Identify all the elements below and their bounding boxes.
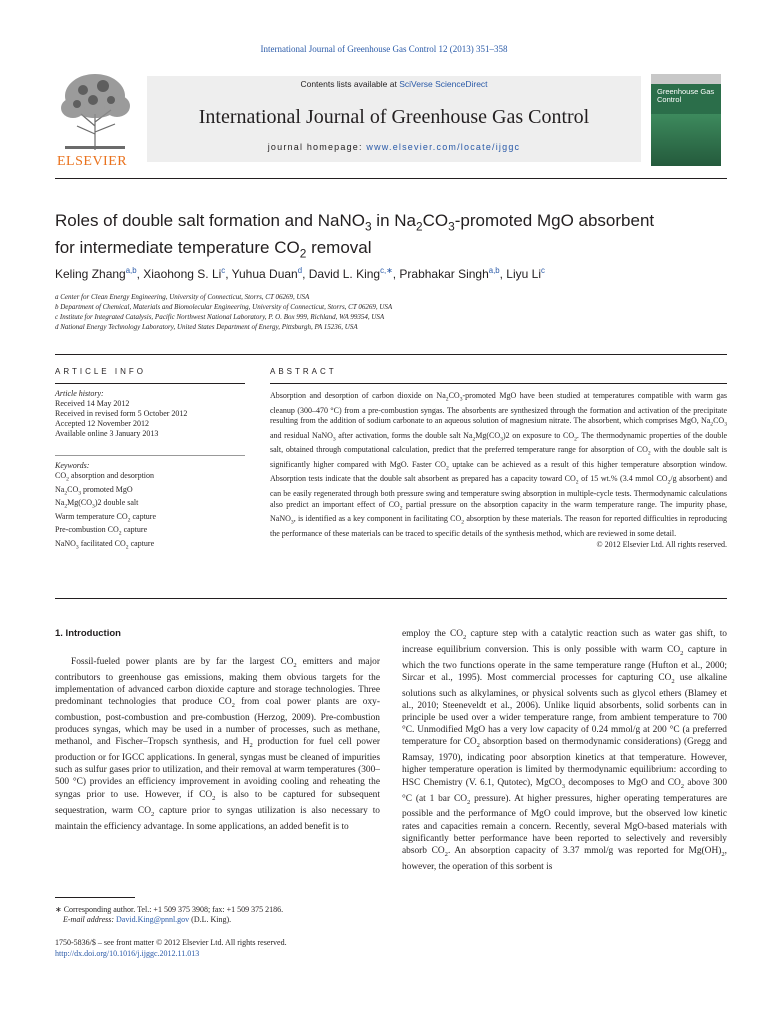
info-rule [55,354,727,355]
keyword: $Na_2Mg(CO_3)2$ double salt [55,498,139,510]
journal-name: International Journal of Greenhouse Gas Control [198,106,590,128]
issn-line: 1750-5836/$ – see front matter © 2012 Elsevier Ltd. All rights reserved. [55,938,287,947]
footnote: ∗ Corresponding author. Tel.: +1 509 375 3908; fax: +1 509 375 2186. E-mail address: David.King@pnnl.gov (D.L. King). [55,905,380,925]
article-info-heading: ARTICLE INFO [55,367,146,376]
body-rule [55,598,727,599]
journal-homepage: journal homepage: www.elsevier.com/locate/ijggc [267,142,521,152]
author-name: Xiaohong S. Li [143,267,222,281]
keywords [55,461,245,553]
author-affiliation-mark[interactable]: c,∗ [380,266,393,275]
homepage-link[interactable]: www.elsevier.com/locate/ijggc [366,142,521,152]
author-list: Keling Zhang$^{a,b}$, Xiaohong S. Li$^c$, Yuhua Duan$^d$, David L. King$^{c,∗}$, Prabhakar Singh$^{a,b}$, Liyu Li$^c$ [55,266,545,281]
elsevier-tree-logo-icon [55,70,135,168]
sciencedirect-link[interactable]: SciVerse ScienceDirect [399,79,488,89]
body-column-right: employ the $CO_2$ capture step with a catalytic reaction such as water gas shift, to increase equilibrium conversion. This is only possible with warm $CO_2$ capture in which the two functions operate in the same temperature range (Hufton et al., 2000; Sircar et al., 1995). Most commercial processes for capturing $CO_2$ use alkaline solutions such as alkylamines, or physical solvents such as glycol ethers (Blamey et al., 2010; Steeneveldt et al., 2006). Unlike liquid absorbents, solid sorbents can in principle be used over a wider temperature range, from ambient temperature to 700 °C. Unmodified MgO has a very low capacity of 0.24 mmol/g at 200 °C (a preferred temperature for $CO_2$ absorption based on thermodynamic considerations) (Gregg and Ramsay, 1970), indicating poor absorption kinetics at that temperature. However, higher temperature operation is limited by thermodynamic equilibrium: according to HSC Chemistry (V. 6.1, Qutotec), MgCO$_3$ decomposes to MgO and $CO_2$ above 300 °C (at 1 bar $CO_2$ pressure). At higher pressures, higher operating temperatures are possible and the performance of MgO could improve, but the observed low kinetic rates and capacities remain a concern. Recently, several MgO-based materials with significantly better performance have been reported to selectively and reversibly absorb $CO_2$. An absorption capacity of 3.37 mmol/g was reported for $Mg(OH)_2$, however, the operation of this sorbent is [402,629,728,872]
masthead-rule [55,178,727,179]
abstract-text: Absorption and desorption of carbon dioxide on $Na_2CO_3$-promoted MgO have been studied at temperatures compatible with warm gas cleanup (300–470 °C) from a pre-combustion syngas. The absorbents are synthesized through the formation and activation of the precipitate resulting from the addition of sodium carbonate to an aqueous solution of magnesium nitrate. The absorbent, which comprises MgO, $Na_2CO_3$ and residual NaNO$_3$ after activation, forms the double salt $Na_2Mg(CO_3)2$ on exposure to $CO_2$. The thermodynamic properties of the double salt, obtained through computational calculation, predict that the preferred temperature range for absorption of $CO_2$ with the double salt is significantly higher compared with MgO. Faster $CO_2$ uptake can be achieved as a result of this higher temperature absorption window. Absorption tests indicate that the double salt absorbent as prepared has a capacity toward $CO_2$ of 15 wt.% (3.4 mmol $CO_2/g$ absorbent) and can be easily regenerated through both pressure swing and temperature swing absorption in multiple-cycle tests. Thermodynamic calculations also predict an important effect of $CO_2$ partial pressure on the absorption capacity in the warm temperature range. The impurity phase, NaNO$_3$, is identified as a key component in facilitating $CO_2$ absorption by these materials. The reason for reported difficulties in reproducing the performance of these materials can be traced to specific details of the synthesis method, which are reviewed in some detail. © 2012 Elsevier Ltd. All rights reserved. [270,391,728,549]
author-affiliation-mark[interactable]: d [297,266,303,275]
affiliation-line: c Institute for Integrated Catalysis, Pacific Northwest National Laboratory, P. O. Box 999, Richland, WA 99354, USA [55,313,385,321]
article-title: Roles of double salt formation and NaNO$_3$ in $Na_2CO_3$-promoted MgO absorbent for intermediate temperature $CO_2$ removal [55,211,655,261]
email-link[interactable]: David.King@pnnl.gov [116,915,190,924]
history-item: Available online 3 January 2013 [55,429,159,438]
author-name: David L. King [308,267,381,281]
author-name: Liyu Li [506,267,541,281]
affiliation-line: d National Energy Technology Laboratory, United States Department of Energy, Pittsburgh, PA 15236, USA [55,323,358,331]
article-history [55,389,245,439]
doi-link[interactable]: http://dx.doi.org/10.1016/j.ijggc.2012.11.013 [55,948,200,958]
masthead [55,70,723,170]
history-item: Received in revised form 5 October 2012 [55,409,188,418]
publisher-name: ELSEVIER [57,154,128,169]
keywords-label: Keywords: [55,461,90,470]
contents-line: Contents lists available at SciVerse ScienceDirect [300,79,488,89]
keyword: Pre-combustion $CO_2$ capture [55,525,148,537]
history-label: Article history: [55,389,104,398]
section-heading-introduction: 1. Introduction [55,628,121,639]
author-name: Prabhakar Singh [399,267,489,281]
affiliations [55,292,735,332]
author-affiliation-mark[interactable]: c [221,266,226,275]
author-affiliation-mark[interactable]: a,b [125,266,137,275]
history-item: Accepted 12 November 2012 [55,419,149,428]
author-name: Keling Zhang [55,267,126,281]
history-item: Received 14 May 2012 [55,399,130,408]
affiliation-line: b Department of Chemical, Materials and Biomolecular Engineering, University of Connecticut, Storrs, CT 06269, USA [55,303,393,311]
corresponding-author: ∗ Corresponding author. Tel.: +1 509 375 3908; fax: +1 509 375 2186. [55,905,284,914]
keyword: $Na_2CO_3$ promoted MgO [55,484,133,497]
body-column-left: Fossil-fueled power plants are by far the largest $CO_2$ emitters and major contributors to greenhouse gas emissions, making them obvious targets for the implementation of advanced carbon dioxide capture and storage technologies. Three predominant technologies that produce $CO_2$ from coal power plants are oxy-combustion, post-combustion and pre-combustion (Herzog, 2009). Pre-combustion produces syngas, which may be used in a number of processes, such as methane, methanol, and Fischer–Tropsch synthesis, and $H_2$ production for fuel cell power production or for IGCC applications. In general, syngas must be cleaned of impurities such as sulfur gases prior to utilization, and their removal at warm temperatures (300–500 °C) provides an efficiency improvement in avoiding cooling and reheating the syngas prior to use. However, if $CO_2$ is also to be captured for subsequent sequestration, warm $CO_2$ capture prior to syngas utilization is also necessary to maintain the efficiency advantage. In some applications, an added benefit is to [55,657,380,832]
author-affiliation-mark[interactable]: a,b [488,266,500,275]
affiliation-line: a Center for Clean Energy Engineering, University of Connecticut, Storrs, CT 06269, USA [55,293,310,301]
journal-banner [147,76,641,162]
journal-citation[interactable]: International Journal of Greenhouse Gas Control 12 (2013) 351–358 [260,44,508,54]
copyright: © 2012 Elsevier Ltd. All rights reserved. [596,539,727,549]
abstract-heading: ABSTRACT [270,367,337,376]
keyword: $CO_2$ absorption and desorption [55,471,155,483]
keyword: Warm temperature $CO_2$ capture [55,511,157,524]
page-footer [55,938,385,959]
keyword: NaNO$_3$ facilitated $CO_2$ capture [55,538,155,551]
author-name: Yuhua Duan [231,267,298,281]
journal-cover-icon [651,74,721,166]
author-affiliation-mark[interactable]: c [540,266,545,275]
cover-title: Greenhouse Gas Control [657,87,715,104]
